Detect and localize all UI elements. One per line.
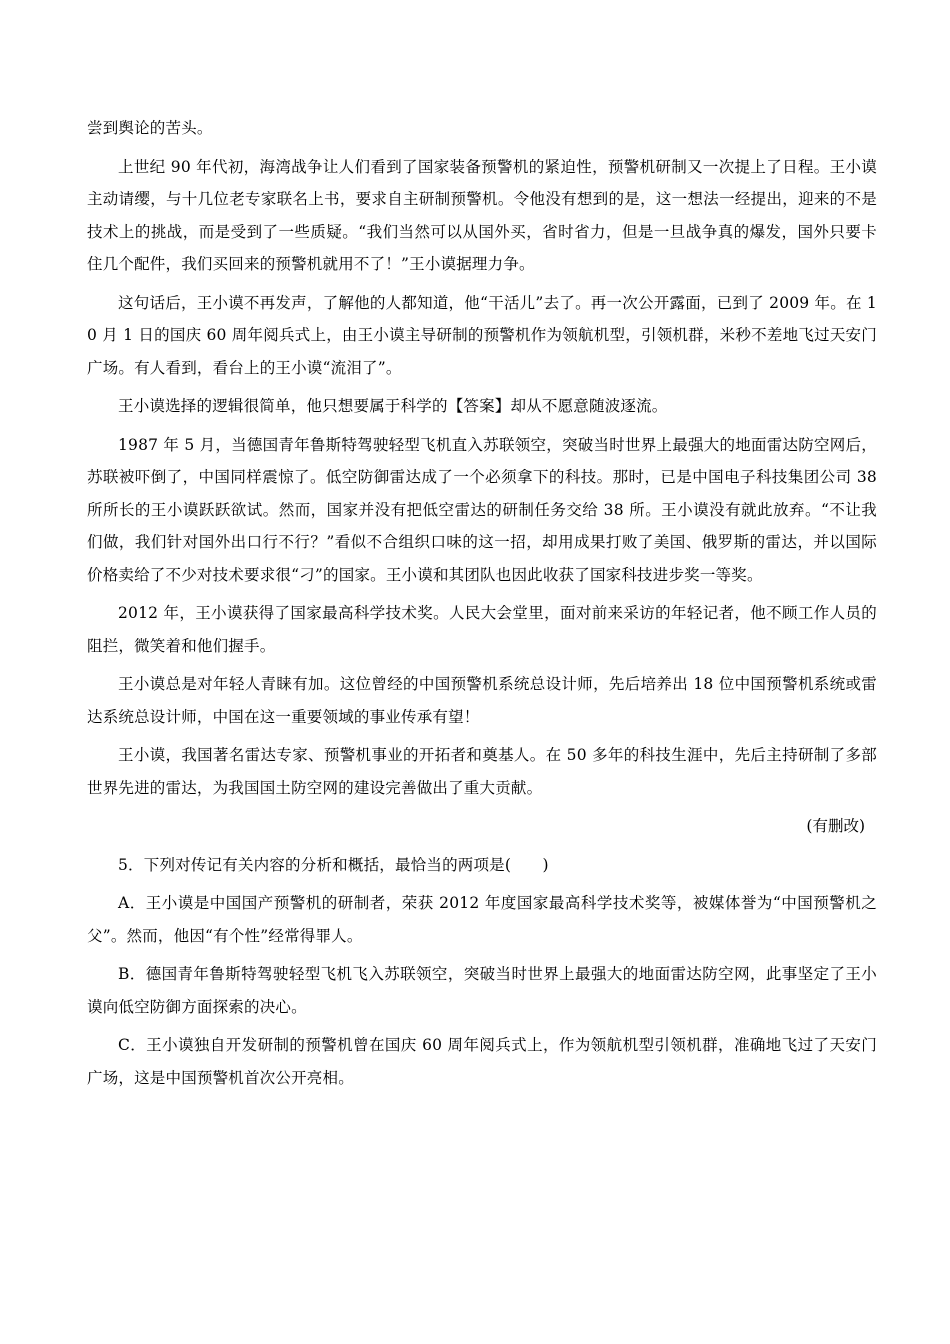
source-note: (有删改) [806, 817, 865, 835]
article-paragraph: 王小谟选择的逻辑很简单，他只想要属于科学的【答案】却从不愿意随波逐流。 [118, 397, 668, 415]
article-paragraph: 2012 年，王小谟获得了国家最高科学技术奖。人民大会堂里，面对前来采访的年轻记者，他不顾工作人员的阻拦，微笑着和他们握手。 [87, 604, 877, 655]
question-option-a: A．王小谟是中国国产预警机的研制者，荣获 2012 年度国家最高科学技术奖等，被媒体誉为“中国预警机之父”。然而，他因“有个性”经常得罪人。 [87, 894, 877, 945]
question-option-b: B．德国青年鲁斯特驾驶轻型飞机飞入苏联领空，突破当时世界上最强大的地面雷达防空网，此事坚定了王小谟向低空防御方面探索的决心。 [87, 965, 877, 1016]
article-paragraph: 1987 年 5 月，当德国青年鲁斯特驾驶轻型飞机直入苏联领空，突破当时世界上最强大的地面雷达防空网后，苏联被吓倒了，中国同样震惊了。低空防御雷达成了一个必须拿下的科技。那时，已是中国电子科技集团公司 38 所所长的王小谟跃跃欲试。然而，国家并没有把低空雷达的研制任务交给 38 所。王小谟没有就此放弃。“不让我们做，我们针对国外出口行不行？”看似不合组织口味的这一招，却用成果打败了美国、俄罗斯的雷达，并以国际价格卖给了不少对技术要求很“刁”的国家。王小谟和其团队也因此收获了国家科技进步奖一等奖。 [87, 435, 877, 584]
article-paragraph: 上世纪 90 年代初，海湾战争让人们看到了国家装备预警机的紧迫性，预警机研制又一次提上了日程。王小谟主动请缨，与十几位老专家联名上书，要求自主研制预警机。令他没有想到的是，这一想法一经提出，迎来的不是技术上的挑战，而是受到了一些质疑。“我们当然可以从国外买，省时省力，但是一旦战争真的爆发，国外只要卡住几个配件，我们买回来的预警机就用不了！”王小谟据理力争。 [87, 157, 877, 273]
question-stem: 5．下列对传记有关内容的分析和概括，最恰当的两项是( ) [118, 855, 549, 874]
article-paragraph-continuation: 尝到舆论的苦头。 [87, 119, 213, 137]
question-option-c: C．王小谟独自开发研制的预警机曾在国庆 60 周年阅兵式上，作为领航机型引领机群，准确地飞过了天安门广场，这是中国预警机首次公开亮相。 [87, 1036, 877, 1087]
article-paragraph: 王小谟，我国著名雷达专家、预警机事业的开拓者和奠基人。在 50 多年的科技生涯中，先后主持研制了多部世界先进的雷达，为我国国土防空网的建设完善做出了重大贡献。 [87, 746, 877, 797]
article-paragraph: 这句话后，王小谟不再发声，了解他的人都知道，他“干活儿”去了。再一次公开露面，已到了 2009 年。在 10 月 1 日的国庆 60 周年阅兵式上，由王小谟主导研制的预警机作为领航机型，引领机群，米秒不差地飞过天安门广场。有人看到，看台上的王小谟“流泪了”。 [87, 293, 877, 377]
document-page [87, 112, 877, 1100]
article-paragraph: 王小谟总是对年轻人青睐有加。这位曾经的中国预警机系统总设计师，先后培养出 18 位中国预警机系统或雷达系统总设计师，中国在这一重要领域的事业传承有望！ [87, 675, 877, 726]
